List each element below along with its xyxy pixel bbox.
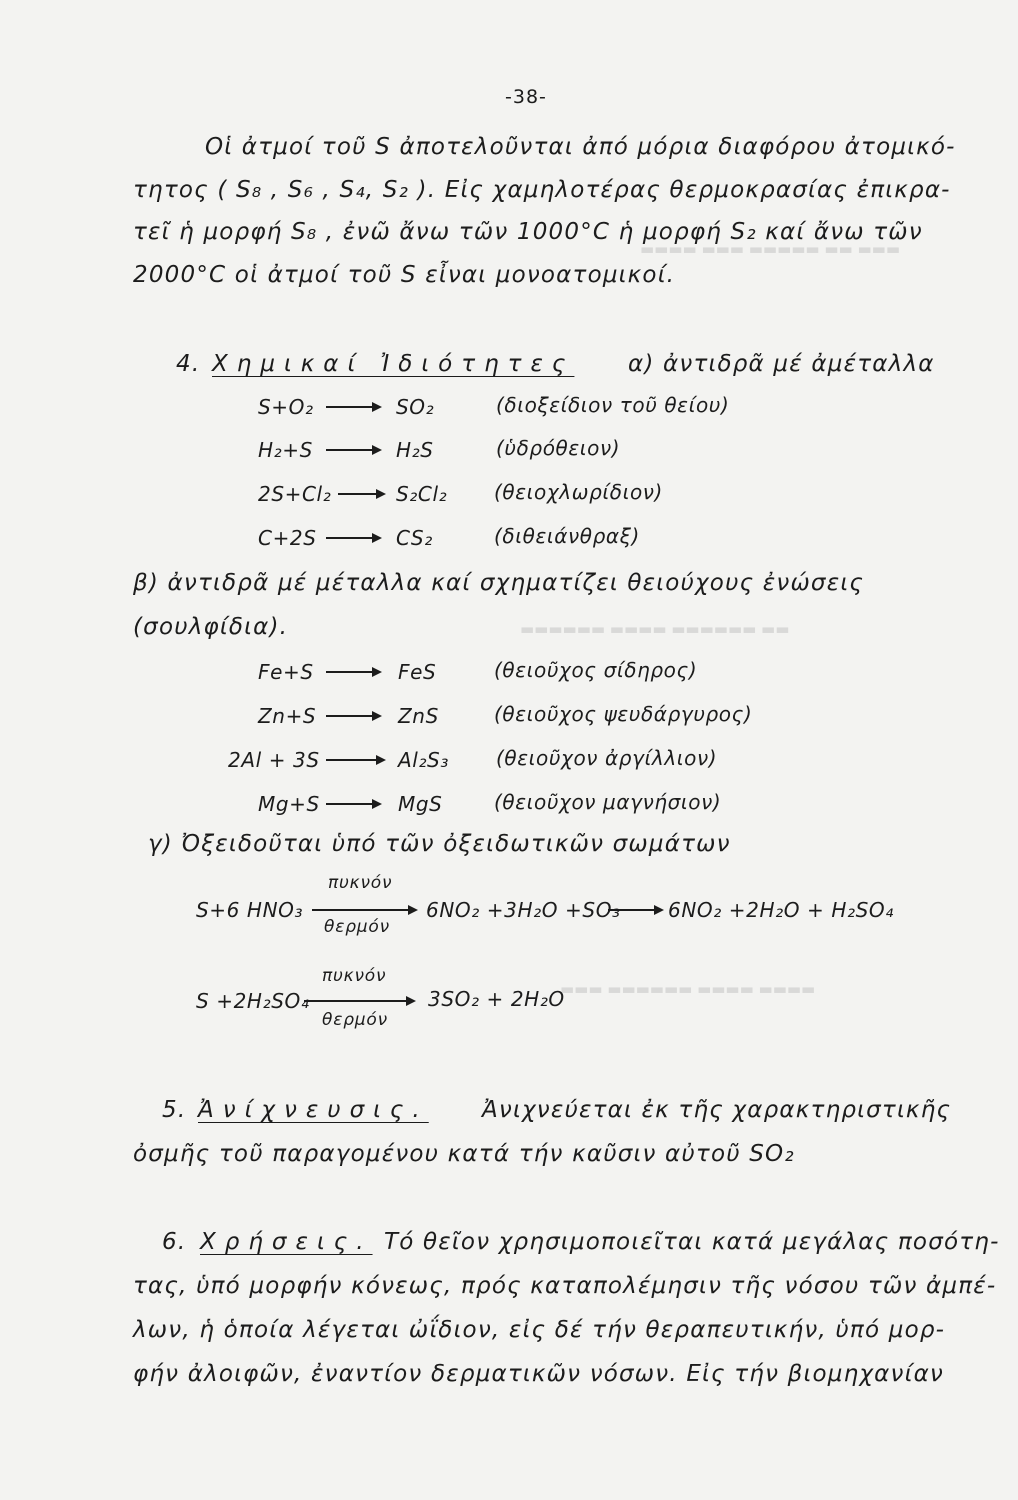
section-5-number: 5.: [162, 1097, 187, 1123]
reaction-name: (θειοῦχος σίδηρος): [494, 658, 698, 682]
section-4-title: Χημικαί Ἰδιότητες: [212, 351, 575, 377]
reaction-arrow-icon: [326, 400, 382, 414]
reaction-name: (διθειάνθραξ): [494, 524, 640, 548]
reaction-arrow-icon: [326, 709, 382, 723]
reaction-lhs: Mg+S: [258, 792, 320, 816]
page-number: -38-: [505, 86, 547, 108]
reaction-lhs: H₂+S: [258, 438, 313, 462]
section-4-subheading-b-cont: (σουλφίδια).: [133, 614, 289, 640]
reaction-arrow-icon: [338, 487, 386, 501]
intro-line-4: 2000°C οἱ ἀτμοί τοῦ S εἶναι μονοατομικοί.: [133, 262, 676, 288]
reaction-lhs: 2S+Cl₂: [258, 482, 332, 506]
reaction-lhs: S+6 HNO₃: [196, 898, 304, 922]
reaction-arrow-icon: [326, 531, 382, 545]
section-6-text-line-3: λων, ἡ ὁποία λέγεται ὠΐδιον, εἰς δέ τήν θεραπευτικήν, ὑπό μορ-: [133, 1317, 946, 1343]
section-5-text-line-2: ὀσμῆς τοῦ παραγομένου κατά τήν καῦσιν αὐτοῦ SO₂: [133, 1141, 795, 1167]
reaction-arrow-icon: [608, 903, 664, 917]
reaction-condition-below: θερμόν: [322, 1010, 388, 1030]
reaction-arrow-icon: [326, 665, 382, 679]
reaction-arrow-icon: [326, 443, 382, 457]
reaction-rhs: H₂S: [396, 438, 434, 462]
section-5-text-line-1: Ἀνιχνεύεται ἐκ τῆς χαρακτηριστικῆς: [482, 1097, 952, 1123]
reaction-rhs: ZnS: [398, 704, 439, 728]
reaction-rhs: CS₂: [396, 526, 433, 550]
section-4-subheading-c: γ) Ὀξειδοῦται ὑπό τῶν ὀξειδωτικῶν σωμάτων: [148, 831, 731, 857]
reaction-name: (θειοῦχον ἀργίλλιον): [496, 746, 718, 770]
reaction-arrow-icon: [304, 994, 416, 1008]
reaction-product: 6NO₂ +3H₂O +SO₃: [426, 898, 621, 922]
reaction-lhs: Fe+S: [258, 660, 314, 684]
reaction-product: 3SO₂ + 2H₂O: [428, 987, 565, 1011]
section-4-number: 4.: [176, 351, 201, 377]
reaction-rhs: Al₂S₃: [398, 748, 449, 772]
intro-line-1: Οἱ ἀτμοί τοῦ S ἀποτελοῦνται ἀπό μόρια διαφόρου ἀτομικό-: [205, 134, 956, 160]
section-4-subheading-a: α) ἀντιδρᾶ μέ ἀμέταλλα: [628, 351, 935, 377]
reaction-rhs: SO₂: [396, 395, 435, 419]
section-5-title: Ἀνίχνευσις.: [198, 1097, 429, 1123]
reaction-arrow-icon: [326, 753, 386, 767]
section-6-text-line-2: τας, ὑπό μορφήν κόνεως, πρός καταπολέμησιν τῆς νόσου τῶν ἀμπέ-: [133, 1273, 997, 1299]
reaction-name: (ὑδρόθειον): [496, 436, 621, 460]
reaction-condition-above: πυκνόν: [322, 966, 387, 986]
reaction-final-product: 6NO₂ +2H₂O + H₂SO₄: [668, 898, 894, 922]
reaction-name: (διοξείδιον τοῦ θείου): [496, 393, 730, 417]
reaction-condition-above: πυκνόν: [328, 873, 393, 893]
section-6-text-line-1: Τό θεῖον χρησιμοποιεῖται κατά μεγάλας ποσότη-: [384, 1229, 1000, 1255]
section-6-title: Χρήσεις.: [200, 1229, 373, 1255]
reaction-lhs: Zn+S: [258, 704, 317, 728]
reaction-rhs: FeS: [398, 660, 437, 684]
reaction-lhs: S +2H₂SO₄: [196, 989, 310, 1013]
reaction-arrow-icon: [312, 903, 418, 917]
intro-line-2: τητος ( S₈ , S₆ , S₄, S₂ ). Εἰς χαμηλοτέρας θερμοκρασίας ἐπικρα-: [133, 177, 951, 203]
bleed-through-text: ▬▬▬▬ ▬▬▬ ▬▬▬▬▬ ▬▬ ▬▬▬: [640, 240, 901, 258]
reaction-rhs: MgS: [398, 792, 443, 816]
bleed-through-text: ▬▬▬ ▬▬▬▬▬▬ ▬▬▬▬ ▬▬▬▬: [560, 980, 816, 998]
reaction-lhs: S+O₂: [258, 395, 314, 419]
reaction-rhs: S₂Cl₂: [396, 482, 448, 506]
reaction-condition-below: θερμόν: [324, 917, 390, 937]
reaction-name: (θειοῦχος ψευδάργυρος): [494, 702, 753, 726]
reaction-name: (θειοχλωρίδιον): [494, 480, 663, 504]
reaction-name: (θειοῦχον μαγνήσιον): [494, 790, 722, 814]
section-4-subheading-b: β) ἀντιδρᾶ μέ μέταλλα καί σχηματίζει θειούχους ἐνώσεις: [133, 570, 865, 596]
section-6-text-line-4: φήν ἀλοιφῶν, ἐναντίον δερματικῶν νόσων. Εἰς τήν βιομηχανίαν: [133, 1361, 944, 1387]
reaction-lhs: C+2S: [258, 526, 317, 550]
intro-line-3: τεῖ ἡ μορφή S₈ , ἐνῶ ἄνω τῶν 1000°C ἡ μορφή S₂ καί ἄνω τῶν: [133, 219, 923, 245]
reaction-arrow-icon: [326, 797, 382, 811]
section-6-number: 6.: [162, 1229, 187, 1255]
bleed-through-text: ▬▬▬▬▬▬ ▬▬▬▬ ▬▬▬▬▬▬ ▬▬: [520, 620, 790, 638]
reaction-lhs: 2Al + 3S: [228, 748, 320, 772]
